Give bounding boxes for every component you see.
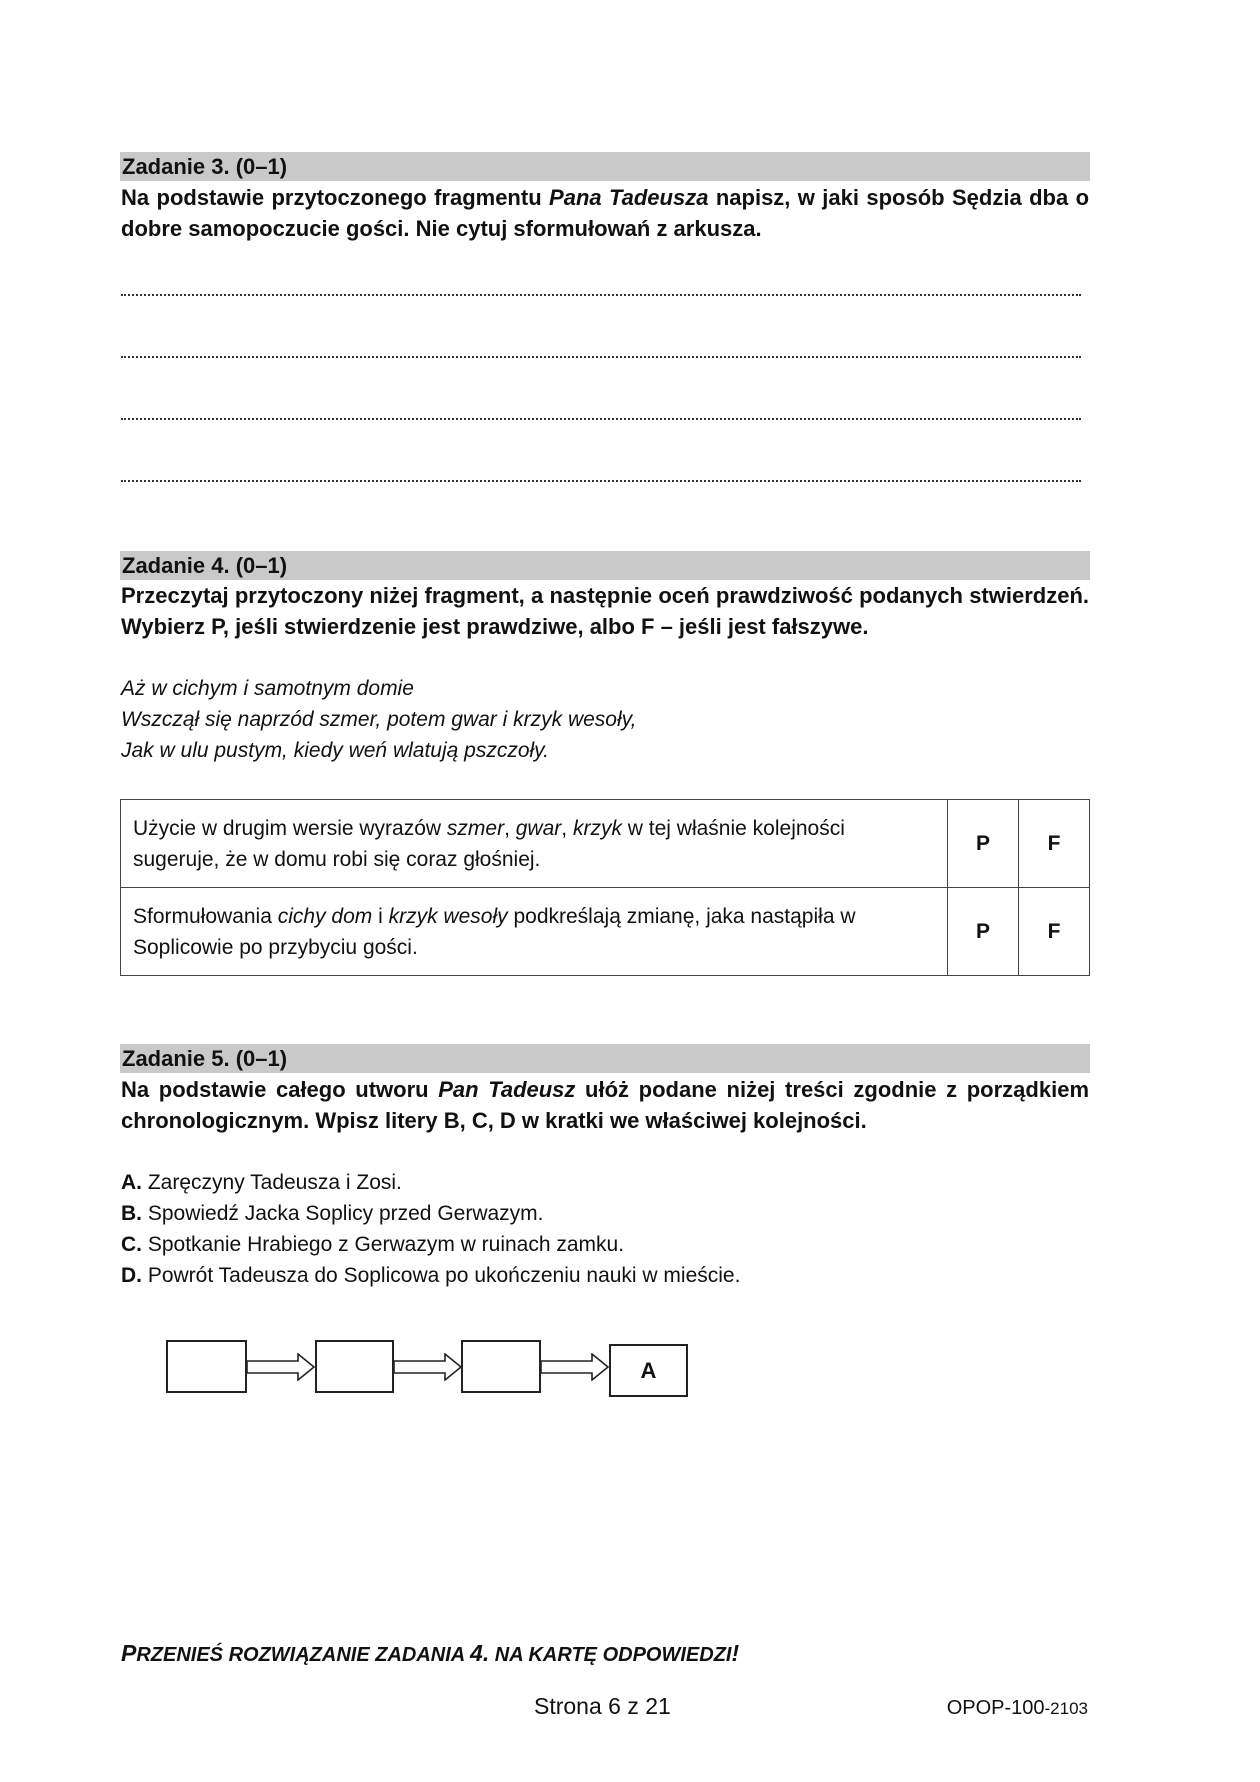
answer-box-4: A: [609, 1344, 688, 1397]
answer-line[interactable]: [121, 416, 1081, 420]
text-italic: Pan Tadeusz: [438, 1077, 576, 1102]
option-false[interactable]: F: [1019, 800, 1090, 888]
answer-line[interactable]: [121, 478, 1081, 482]
text: podkreślają zmianę, jaka nastąpiła w Soplicowie po przybyciu gości.: [133, 904, 856, 959]
item-letter: D.: [121, 1264, 142, 1287]
poem-line: Aż w cichym i samotnym domie: [121, 677, 414, 700]
text: i: [372, 904, 389, 928]
option-true[interactable]: P: [948, 888, 1019, 976]
poem-line: Wszczął się naprzód szmer, potem gwar i krzyk wesoły,: [121, 708, 637, 731]
text: w tej właśnie kolejności sugeruje, że w domu robi się coraz głośniej.: [133, 816, 845, 871]
answer-box-1[interactable]: [166, 1340, 247, 1393]
arrow-right-icon: [540, 1353, 610, 1381]
table-row: [121, 800, 1090, 888]
task4-instruction: Przeczytaj przytoczony niżej fragment, a następnie oceń prawdziwość podanych stwierdzeń. Wybierz P, jeśli stwierdzenie jest prawdziwe, albo F – jeśli jest fałszywe.: [121, 583, 1089, 639]
poem-excerpt: [121, 673, 636, 766]
text: -2103: [1044, 1699, 1088, 1718]
document-code: [947, 1697, 1088, 1720]
text: P: [121, 1640, 137, 1666]
text-italic: szmer: [446, 816, 505, 840]
answer-box-3[interactable]: [461, 1340, 541, 1393]
text: ,: [561, 816, 573, 840]
item-letter: A.: [121, 1171, 142, 1194]
text: Sformułowania: [133, 904, 278, 928]
answer-box-2[interactable]: [315, 1340, 394, 1393]
item-text: Spotkanie Hrabiego z Gerwazym w ruinach zamku.: [142, 1233, 625, 1256]
text: Na podstawie przytoczonego fragmentu: [121, 185, 550, 210]
events-list: [121, 1167, 740, 1291]
text: Użycie w drugim wersie wyrazów: [133, 816, 447, 840]
option-false[interactable]: F: [1019, 888, 1090, 976]
item-letter: C.: [121, 1233, 142, 1256]
page-number: Strona 6 z 21: [534, 1693, 671, 1719]
task3-instruction: [121, 182, 1089, 244]
task4-header: Zadanie 4. (0–1): [120, 551, 1090, 580]
poem-line: Jak w ulu pustym, kiedy weń wlatują pszczoły.: [121, 739, 549, 762]
list-item: [121, 1260, 740, 1291]
text-italic: Pana Tadeusza: [549, 185, 709, 210]
text-italic: cichy dom: [277, 904, 373, 928]
task5-instruction: [121, 1074, 1089, 1136]
transfer-notice: [121, 1640, 739, 1667]
list-item: [121, 1229, 740, 1260]
answer-line[interactable]: [121, 292, 1081, 296]
statement: [121, 800, 948, 888]
text: OPOP-100: [946, 1697, 1045, 1719]
task3-header: Zadanie 3. (0–1): [120, 152, 1090, 181]
text-italic: gwar: [515, 816, 562, 840]
text: napisz, w jaki sposób Sędzia dba o dobre samopoczucie gości. Nie cytuj sformułowań z arkusza.: [121, 185, 1090, 241]
answer-line[interactable]: [121, 354, 1081, 358]
text: ,: [504, 816, 516, 840]
task5-header: Zadanie 5. (0–1): [120, 1044, 1090, 1073]
list-item: [121, 1198, 740, 1229]
item-text: Zaręczyny Tadeusza i Zosi.: [142, 1171, 402, 1194]
text: !: [731, 1640, 740, 1666]
option-true[interactable]: P: [948, 800, 1019, 888]
text: RZENIEŚ ROZWIĄZANIE ZADANIA: [136, 1644, 471, 1666]
text: ułóż podane niżej treści zgodnie z porządkiem chronologicznym. Wpisz litery B, C, D w kratki we właściwej kolejności.: [121, 1077, 1090, 1133]
text: 4.: [470, 1640, 490, 1666]
text-italic: krzyk wesoły: [388, 904, 508, 928]
text: Na podstawie całego utworu: [121, 1077, 439, 1102]
statement: [121, 888, 948, 976]
text-italic: krzyk: [572, 816, 622, 840]
text: NA KARTĘ ODPOWIEDZI: [489, 1644, 732, 1666]
arrow-right-icon: [393, 1353, 463, 1381]
item-text: Powrót Tadeusza do Soplicowa po ukończeniu nauki w mieście.: [142, 1264, 741, 1287]
true-false-table: [120, 799, 1090, 976]
item-text: Spowiedź Jacka Soplicy przed Gerwazym.: [142, 1202, 544, 1225]
table-row: [121, 888, 1090, 976]
list-item: [121, 1167, 740, 1198]
arrow-right-icon: [246, 1353, 316, 1381]
item-letter: B.: [121, 1202, 142, 1225]
